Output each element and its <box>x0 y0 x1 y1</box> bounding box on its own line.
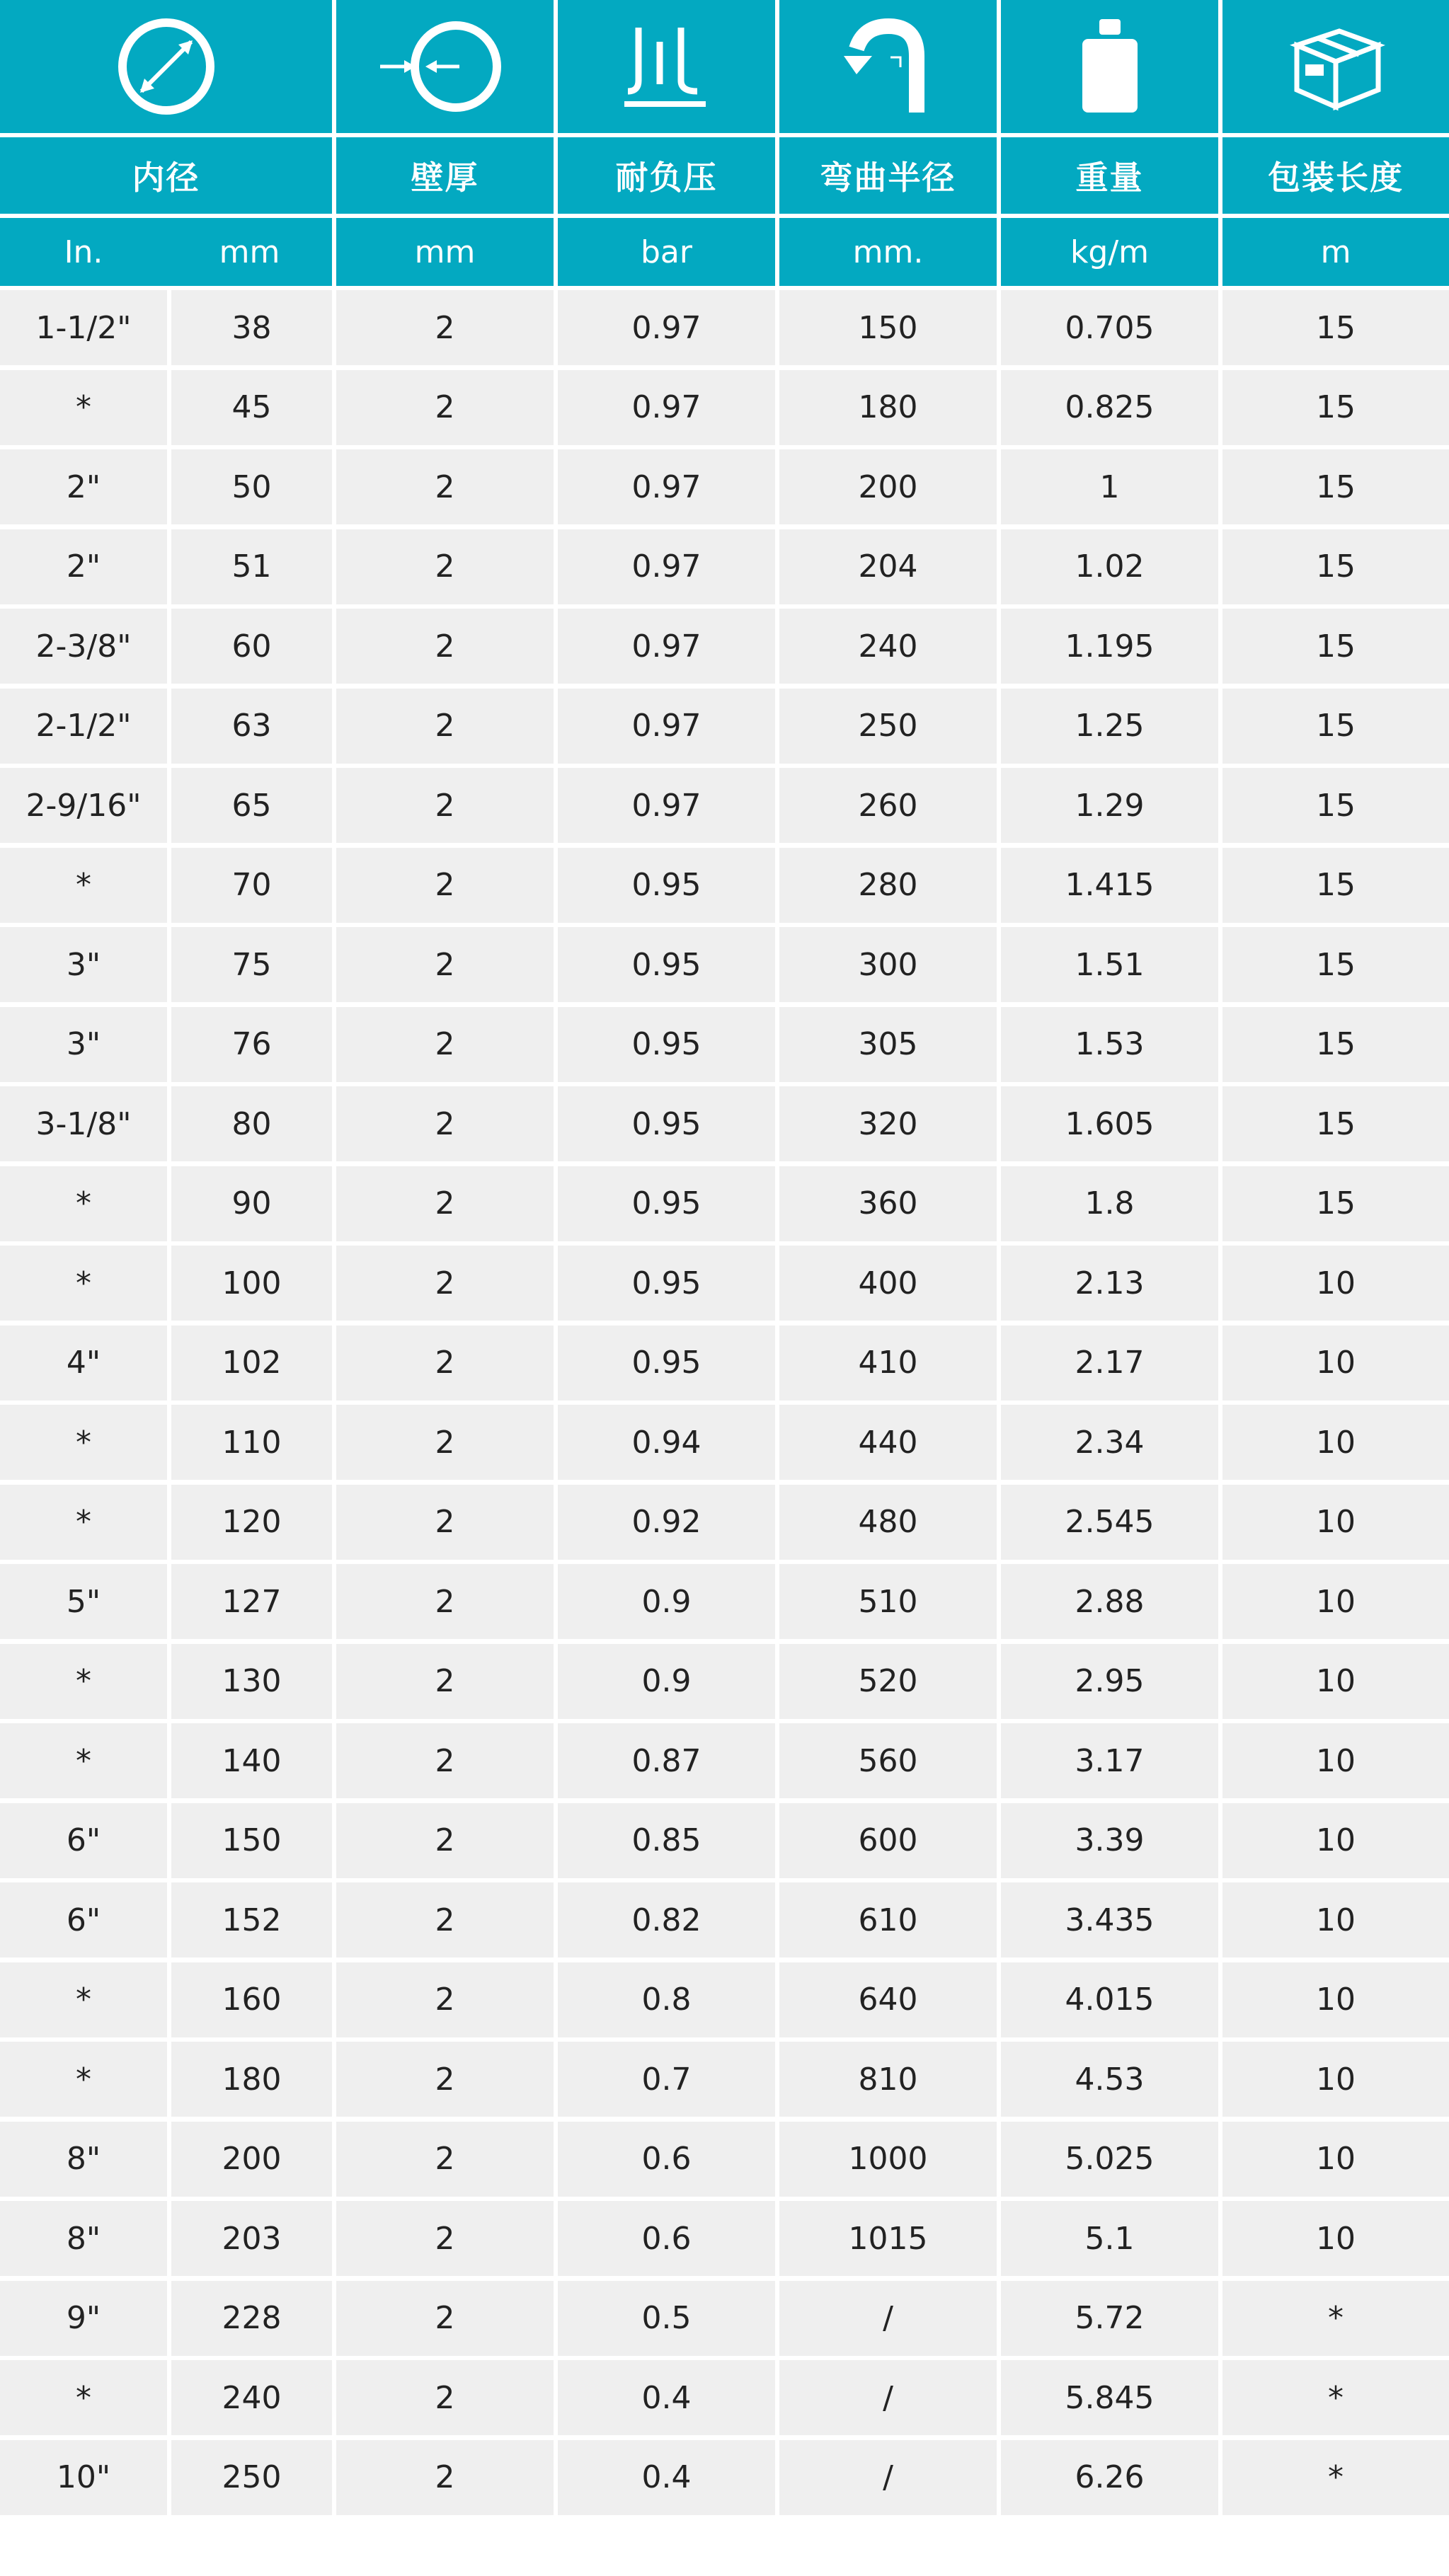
cell-inch: * <box>0 2360 167 2435</box>
cell-inch: 3" <box>0 1007 167 1082</box>
cell-wall: 2 <box>336 1166 554 1241</box>
cell-mm: 50 <box>171 449 332 524</box>
cell-weight: 2.545 <box>1001 1485 1218 1560</box>
cell-length: 10 <box>1222 1962 1449 2037</box>
table-row <box>0 1405 1449 1480</box>
cell-inch: * <box>0 370 167 445</box>
cell-bend-radius: 610 <box>779 1882 997 1957</box>
cell-wall: 2 <box>336 2201 554 2276</box>
cell-pressure: 0.5 <box>558 2281 775 2356</box>
cell-length: 10 <box>1222 1246 1449 1321</box>
table-row <box>0 768 1449 843</box>
cell-wall: 2 <box>336 2281 554 2356</box>
cell-pressure: 0.95 <box>558 848 775 923</box>
cell-mm: 76 <box>171 1007 332 1082</box>
cell-weight: 3.17 <box>1001 1723 1218 1798</box>
cell-pressure: 0.95 <box>558 1086 775 1161</box>
cell-weight: 1.605 <box>1001 1086 1218 1161</box>
cell-length: 10 <box>1222 1485 1449 1560</box>
cell-bend-radius: / <box>779 2440 997 2515</box>
cell-weight: 1.53 <box>1001 1007 1218 1082</box>
cell-inch: 8" <box>0 2122 167 2197</box>
cell-mm: 60 <box>171 609 332 684</box>
cell-mm: 45 <box>171 370 332 445</box>
cell-inch: 1-1/2" <box>0 290 167 365</box>
table-row <box>0 370 1449 445</box>
bend-radius-cell <box>779 0 997 133</box>
wall-thickness-cell <box>336 0 554 133</box>
cell-wall: 2 <box>336 1405 554 1480</box>
cell-bend-radius: 320 <box>779 1086 997 1161</box>
cell-wall: 2 <box>336 1564 554 1639</box>
table-row <box>0 2440 1449 2515</box>
cell-weight: 0.825 <box>1001 370 1218 445</box>
cell-bend-radius: 280 <box>779 848 997 923</box>
cell-weight: 4.53 <box>1001 2042 1218 2117</box>
cell-bend-radius: 204 <box>779 529 997 604</box>
cell-inch: * <box>0 848 167 923</box>
cell-weight: 5.1 <box>1001 2201 1218 2276</box>
cell-length: 10 <box>1222 1723 1449 1798</box>
cell-mm: 240 <box>171 2360 332 2435</box>
cell-bend-radius: 360 <box>779 1166 997 1241</box>
cell-length: 10 <box>1222 2042 1449 2117</box>
unit-mm-wall: mm <box>336 218 554 286</box>
cell-inch: 6" <box>0 1882 167 1957</box>
unit-bar: bar <box>558 218 775 286</box>
cell-weight: 3.39 <box>1001 1803 1218 1878</box>
cell-inch: 2-3/8" <box>0 609 167 684</box>
cell-inch: * <box>0 1644 167 1719</box>
table-row <box>0 290 1449 365</box>
cell-bend-radius: 640 <box>779 1962 997 2037</box>
table-row <box>0 2360 1449 2435</box>
cell-inch: * <box>0 2042 167 2117</box>
cell-pressure: 0.85 <box>558 1803 775 1878</box>
cell-bend-radius: 400 <box>779 1246 997 1321</box>
cell-weight: 0.705 <box>1001 290 1218 365</box>
cell-wall: 2 <box>336 1246 554 1321</box>
cell-inch: 8" <box>0 2201 167 2276</box>
cell-bend-radius: 510 <box>779 1564 997 1639</box>
cell-pressure: 0.6 <box>558 2122 775 2197</box>
cell-bend-radius: 440 <box>779 1405 997 1480</box>
cell-weight: 6.26 <box>1001 2440 1218 2515</box>
cell-pressure: 0.95 <box>558 1326 775 1401</box>
cell-inch: * <box>0 1723 167 1798</box>
cell-bend-radius: 410 <box>779 1326 997 1401</box>
cell-bend-radius: 1015 <box>779 2201 997 2276</box>
table-row <box>0 2281 1449 2356</box>
cell-wall: 2 <box>336 290 554 365</box>
cell-inch: 2-9/16" <box>0 768 167 843</box>
cell-wall: 2 <box>336 1485 554 1560</box>
cell-mm: 100 <box>171 1246 332 1321</box>
cell-pressure: 0.82 <box>558 1882 775 1957</box>
cell-wall: 2 <box>336 2440 554 2515</box>
cell-bend-radius: 240 <box>779 609 997 684</box>
cell-inch: * <box>0 1246 167 1321</box>
cell-weight: 1.25 <box>1001 689 1218 764</box>
pressure-icon <box>614 13 720 120</box>
weight-cell <box>1001 0 1218 133</box>
header-pressure: 耐负压 <box>558 137 775 214</box>
cell-pressure: 0.7 <box>558 2042 775 2117</box>
cell-inch: * <box>0 1166 167 1241</box>
cell-weight: 5.025 <box>1001 2122 1218 2197</box>
table-row <box>0 1723 1449 1798</box>
cell-pressure: 0.94 <box>558 1405 775 1480</box>
cell-mm: 150 <box>171 1803 332 1878</box>
cell-weight: 1.415 <box>1001 848 1218 923</box>
table-row <box>0 609 1449 684</box>
table-row <box>0 529 1449 604</box>
cell-wall: 2 <box>336 1644 554 1719</box>
cell-weight: 1.8 <box>1001 1166 1218 1241</box>
table-row <box>0 2201 1449 2276</box>
cell-length: 10 <box>1222 1405 1449 1480</box>
table-row <box>0 848 1449 923</box>
inner-diameter-cell <box>0 0 332 133</box>
cell-wall: 2 <box>336 2122 554 2197</box>
inner-diameter-icon <box>113 13 219 120</box>
cell-mm: 75 <box>171 927 332 1002</box>
cell-weight: 1.195 <box>1001 609 1218 684</box>
package-box-icon <box>1283 13 1389 120</box>
unit-mm-bend: mm. <box>779 218 997 286</box>
cell-bend-radius: / <box>779 2281 997 2356</box>
cell-pressure: 0.97 <box>558 689 775 764</box>
cell-inch: * <box>0 1962 167 2037</box>
cell-inch: 10" <box>0 2440 167 2515</box>
cell-length: 15 <box>1222 927 1449 1002</box>
table-row <box>0 1166 1449 1241</box>
cell-mm: 130 <box>171 1644 332 1719</box>
cell-mm: 38 <box>171 290 332 365</box>
cell-mm: 65 <box>171 768 332 843</box>
header-weight: 重量 <box>1001 137 1218 214</box>
cell-inch: 3" <box>0 927 167 1002</box>
cell-pressure: 0.92 <box>558 1485 775 1560</box>
cell-wall: 2 <box>336 1086 554 1161</box>
unit-m: m <box>1222 218 1449 286</box>
cell-inch: * <box>0 1485 167 1560</box>
cell-length: 10 <box>1222 1882 1449 1957</box>
cell-wall: 2 <box>336 1326 554 1401</box>
cell-inch: 2-1/2" <box>0 689 167 764</box>
table-row <box>0 1246 1449 1321</box>
cell-pressure: 0.9 <box>558 1564 775 1639</box>
cell-wall: 2 <box>336 1007 554 1082</box>
cell-bend-radius: 520 <box>779 1644 997 1719</box>
table-row <box>0 1803 1449 1878</box>
cell-bend-radius: 200 <box>779 449 997 524</box>
table-row <box>0 1644 1449 1719</box>
unit-kg-per-m: kg/m <box>1001 218 1218 286</box>
table-row <box>0 1962 1449 2037</box>
cell-mm: 140 <box>171 1723 332 1798</box>
table-row <box>0 1485 1449 1560</box>
cell-length: 10 <box>1222 1644 1449 1719</box>
cell-pressure: 0.8 <box>558 1962 775 2037</box>
cell-pressure: 0.4 <box>558 2360 775 2435</box>
cell-pressure: 0.97 <box>558 529 775 604</box>
cell-length: 10 <box>1222 2122 1449 2197</box>
cell-weight: 2.34 <box>1001 1405 1218 1480</box>
cell-mm: 228 <box>171 2281 332 2356</box>
table-row <box>0 2122 1449 2197</box>
cell-bend-radius: 250 <box>779 689 997 764</box>
cell-length: 15 <box>1222 370 1449 445</box>
cell-length: 15 <box>1222 689 1449 764</box>
cell-pressure: 0.95 <box>558 927 775 1002</box>
cell-pressure: 0.95 <box>558 1246 775 1321</box>
cell-length: 15 <box>1222 290 1449 365</box>
cell-length: * <box>1222 2360 1449 2435</box>
header-bend-radius: 弯曲半径 <box>779 137 997 214</box>
cell-pressure: 0.4 <box>558 2440 775 2515</box>
cell-wall: 2 <box>336 449 554 524</box>
cell-pressure: 0.95 <box>558 1007 775 1082</box>
cell-wall: 2 <box>336 1723 554 1798</box>
cell-mm: 63 <box>171 689 332 764</box>
table-row <box>0 689 1449 764</box>
header-wall-thickness: 壁厚 <box>336 137 554 214</box>
cell-wall: 2 <box>336 927 554 1002</box>
cell-bend-radius: / <box>779 2360 997 2435</box>
cell-bend-radius: 180 <box>779 370 997 445</box>
cell-weight: 5.845 <box>1001 2360 1218 2435</box>
cell-bend-radius: 600 <box>779 1803 997 1878</box>
cell-length: 15 <box>1222 1166 1449 1241</box>
cell-inch: * <box>0 1405 167 1480</box>
cell-pressure: 0.97 <box>558 370 775 445</box>
table-row <box>0 927 1449 1002</box>
cell-length: 15 <box>1222 1086 1449 1161</box>
cell-weight: 4.015 <box>1001 1962 1218 2037</box>
cell-wall: 2 <box>336 1962 554 2037</box>
cell-pressure: 0.97 <box>558 290 775 365</box>
cell-weight: 3.435 <box>1001 1882 1218 1957</box>
cell-pressure: 0.9 <box>558 1644 775 1719</box>
table-row <box>0 1326 1449 1401</box>
table-row <box>0 2042 1449 2117</box>
cell-mm: 203 <box>171 2201 332 2276</box>
cell-mm: 127 <box>171 1564 332 1639</box>
cell-inch: 9" <box>0 2281 167 2356</box>
cell-length: 10 <box>1222 2201 1449 2276</box>
weight-icon <box>1057 13 1163 120</box>
cell-wall: 2 <box>336 768 554 843</box>
cell-length: 15 <box>1222 529 1449 604</box>
cell-bend-radius: 810 <box>779 2042 997 2117</box>
cell-length: 15 <box>1222 848 1449 923</box>
table-row <box>0 1564 1449 1639</box>
cell-length: * <box>1222 2281 1449 2356</box>
cell-wall: 2 <box>336 529 554 604</box>
cell-mm: 102 <box>171 1326 332 1401</box>
cell-weight: 2.95 <box>1001 1644 1218 1719</box>
cell-bend-radius: 150 <box>779 290 997 365</box>
cell-inch: 2" <box>0 529 167 604</box>
cell-length: * <box>1222 2440 1449 2515</box>
cell-mm: 90 <box>171 1166 332 1241</box>
cell-mm: 250 <box>171 2440 332 2515</box>
cell-pressure: 0.97 <box>558 768 775 843</box>
bend-radius-icon <box>835 13 941 120</box>
cell-mm: 120 <box>171 1485 332 1560</box>
cell-inch: 4" <box>0 1326 167 1401</box>
cell-inch: 5" <box>0 1564 167 1639</box>
cell-length: 15 <box>1222 449 1449 524</box>
cell-length: 10 <box>1222 1564 1449 1639</box>
cell-weight: 5.72 <box>1001 2281 1218 2356</box>
cell-length: 15 <box>1222 768 1449 843</box>
cell-wall: 2 <box>336 1803 554 1878</box>
header-inner-diameter: 内径 <box>0 137 332 214</box>
cell-bend-radius: 560 <box>779 1723 997 1798</box>
unit-mm-id: mm <box>167 218 332 286</box>
cell-mm: 200 <box>171 2122 332 2197</box>
cell-wall: 2 <box>336 2360 554 2435</box>
cell-bend-radius: 305 <box>779 1007 997 1082</box>
cell-weight: 2.88 <box>1001 1564 1218 1639</box>
cell-length: 10 <box>1222 1326 1449 1401</box>
package-cell <box>1222 0 1449 133</box>
cell-inch: 3-1/8" <box>0 1086 167 1161</box>
pressure-cell <box>558 0 775 133</box>
cell-bend-radius: 480 <box>779 1485 997 1560</box>
cell-mm: 160 <box>171 1962 332 2037</box>
cell-wall: 2 <box>336 1882 554 1957</box>
cell-pressure: 0.6 <box>558 2201 775 2276</box>
cell-bend-radius: 260 <box>779 768 997 843</box>
icon-header-row <box>0 0 1449 133</box>
cell-wall: 2 <box>336 689 554 764</box>
cell-length: 15 <box>1222 609 1449 684</box>
cell-wall: 2 <box>336 2042 554 2117</box>
cell-weight: 1 <box>1001 449 1218 524</box>
table-row <box>0 1882 1449 1957</box>
unit-header-row <box>0 218 1449 286</box>
cell-weight: 2.13 <box>1001 1246 1218 1321</box>
cell-wall: 2 <box>336 609 554 684</box>
cell-inch: 2" <box>0 449 167 524</box>
cell-pressure: 0.87 <box>558 1723 775 1798</box>
cell-mm: 110 <box>171 1405 332 1480</box>
cell-mm: 180 <box>171 2042 332 2117</box>
cell-pressure: 0.97 <box>558 449 775 524</box>
cell-mm: 51 <box>171 529 332 604</box>
cell-bend-radius: 1000 <box>779 2122 997 2197</box>
cell-pressure: 0.97 <box>558 609 775 684</box>
cell-length: 15 <box>1222 1007 1449 1082</box>
table-row <box>0 449 1449 524</box>
cell-weight: 1.02 <box>1001 529 1218 604</box>
table-row <box>0 1007 1449 1082</box>
cell-length: 10 <box>1222 1803 1449 1878</box>
cell-weight: 1.51 <box>1001 927 1218 1002</box>
header-package-length: 包装长度 <box>1222 137 1449 214</box>
cell-inch: 6" <box>0 1803 167 1878</box>
cell-wall: 2 <box>336 370 554 445</box>
cell-bend-radius: 300 <box>779 927 997 1002</box>
cell-pressure: 0.95 <box>558 1166 775 1241</box>
cell-mm: 80 <box>171 1086 332 1161</box>
unit-inch: In. <box>0 218 167 286</box>
cell-weight: 1.29 <box>1001 768 1218 843</box>
table-row <box>0 1086 1449 1161</box>
wall-thickness-icon <box>374 13 516 120</box>
cell-mm: 70 <box>171 848 332 923</box>
cell-wall: 2 <box>336 848 554 923</box>
cell-mm: 152 <box>171 1882 332 1957</box>
title-header-row <box>0 137 1449 214</box>
cell-weight: 2.17 <box>1001 1326 1218 1401</box>
